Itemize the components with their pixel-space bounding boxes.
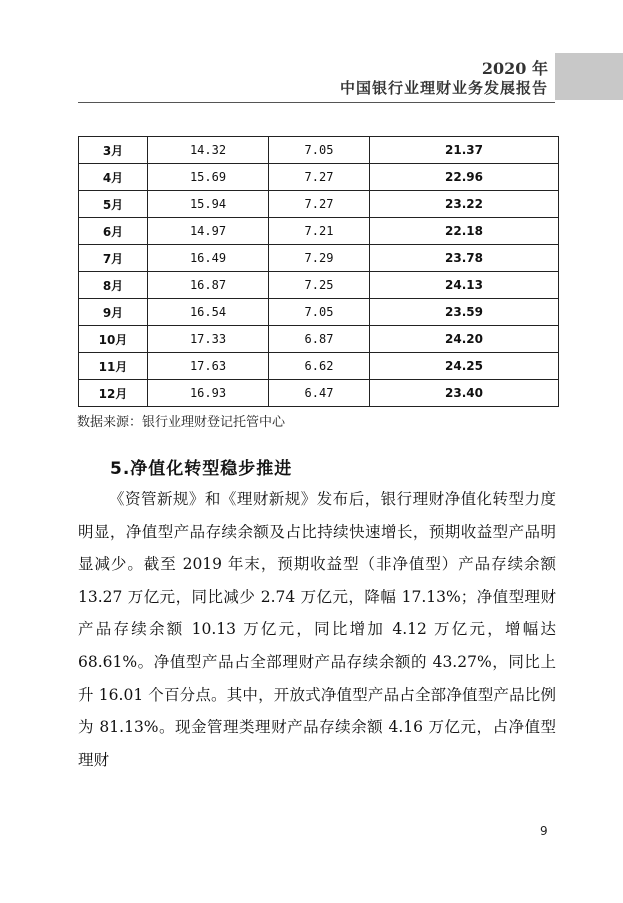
- value-b-cell: 7.27: [269, 191, 370, 218]
- value-a-cell: 17.63: [148, 353, 269, 380]
- total-cell: 23.78: [370, 245, 559, 272]
- month-cell: 11月: [79, 353, 148, 380]
- total-cell: 24.20: [370, 326, 559, 353]
- value-b-cell: 7.29: [269, 245, 370, 272]
- total-cell: 22.96: [370, 164, 559, 191]
- header-gray-tab: [555, 53, 623, 100]
- section-heading: 5.净值化转型稳步推进: [110, 459, 293, 479]
- value-a-cell: 15.94: [148, 191, 269, 218]
- monthly-balance-table: [78, 136, 559, 407]
- total-cell: 23.59: [370, 299, 559, 326]
- total-cell: 24.13: [370, 272, 559, 299]
- value-a-cell: 16.93: [148, 380, 269, 407]
- value-a-cell: 16.87: [148, 272, 269, 299]
- month-cell: 7月: [79, 245, 148, 272]
- total-cell: 24.25: [370, 353, 559, 380]
- value-a-cell: 17.33: [148, 326, 269, 353]
- month-cell: 12月: [79, 380, 148, 407]
- total-cell: 22.18: [370, 218, 559, 245]
- value-a-cell: 16.54: [148, 299, 269, 326]
- value-b-cell: 7.05: [269, 137, 370, 164]
- body-text: [78, 483, 556, 776]
- value-b-cell: 7.05: [269, 299, 370, 326]
- table-row: [79, 353, 559, 380]
- body-paragraph: 《资管新规》和《理财新规》发布后，银行理财净值化转型力度明显，净值型产品存续余额及占比持续快速增长，预期收益型产品明显减少。截至 2019 年末，预期收益型（非净值型）产品存续余额 13.27 万亿元，同比减少 2.74 万亿元，降幅 17.13%；净值型理财产品存续余额 10.13 万亿元，同比增加 4.12 万亿元，增幅达 68.61%。净值型产品占全部理财产品存续余额的 43.27%，同比上升 16.01 个百分点。其中，开放式净值型产品占全部净值型产品比例为 81.13%。现金管理类理财产品存续余额 4.16 万亿元，占净值型理财: [78, 490, 556, 769]
- month-cell: 5月: [79, 191, 148, 218]
- total-cell: 23.22: [370, 191, 559, 218]
- month-cell: 6月: [79, 218, 148, 245]
- table-row: [79, 272, 559, 299]
- table-row: [79, 299, 559, 326]
- month-cell: 9月: [79, 299, 148, 326]
- value-a-cell: 14.32: [148, 137, 269, 164]
- value-a-cell: 14.97: [148, 218, 269, 245]
- value-a-cell: 16.49: [148, 245, 269, 272]
- table-row: [79, 326, 559, 353]
- table-row: [79, 218, 559, 245]
- month-cell: 4月: [79, 164, 148, 191]
- month-cell: 10月: [79, 326, 148, 353]
- table-row: [79, 380, 559, 407]
- value-b-cell: 7.25: [269, 272, 370, 299]
- table-row: [79, 191, 559, 218]
- table-row: [79, 164, 559, 191]
- total-cell: 23.40: [370, 380, 559, 407]
- value-b-cell: 7.21: [269, 218, 370, 245]
- total-cell: 21.37: [370, 137, 559, 164]
- header-rule: [78, 102, 555, 103]
- value-b-cell: 6.62: [269, 353, 370, 380]
- month-cell: 8月: [79, 272, 148, 299]
- table-row: [79, 137, 559, 164]
- value-b-cell: 6.47: [269, 380, 370, 407]
- header-year: 2020 年: [481, 59, 548, 78]
- value-b-cell: 6.87: [269, 326, 370, 353]
- page-number: 9: [540, 824, 548, 838]
- table-row: [79, 245, 559, 272]
- value-b-cell: 7.27: [269, 164, 370, 191]
- data-source-note: 数据来源：银行业理财登记托管中心: [77, 415, 286, 430]
- month-cell: 3月: [79, 137, 148, 164]
- value-a-cell: 15.69: [148, 164, 269, 191]
- header-title: 中国银行业理财业务发展报告: [339, 79, 548, 97]
